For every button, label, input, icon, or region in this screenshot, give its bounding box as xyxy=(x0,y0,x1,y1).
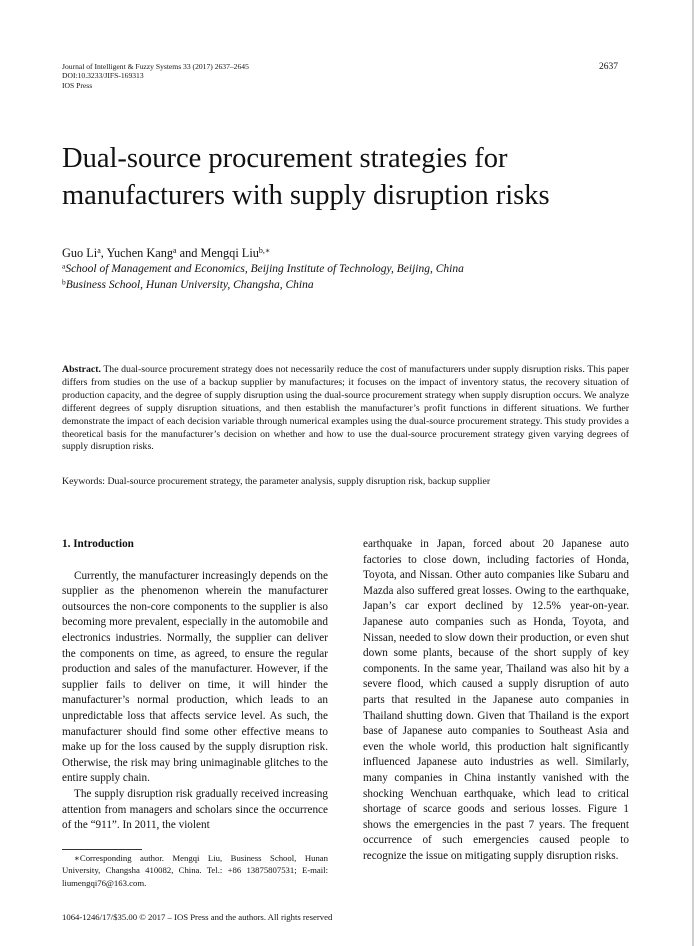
author-affil-mark: a xyxy=(173,246,177,256)
journal-header xyxy=(62,62,249,90)
author-name: Yuchen Kang xyxy=(106,246,174,260)
author-affil-mark: b,∗ xyxy=(258,246,271,256)
affiliation xyxy=(62,279,314,291)
page-number: 2637 xyxy=(599,62,618,72)
section-heading: 1. Introduction xyxy=(62,538,134,550)
keywords: Keywords: Dual-source procurement strategy, the parameter analysis, supply disruption risk, backup supplier xyxy=(62,476,491,487)
abstract xyxy=(62,364,629,454)
abstract-label: Abstract. xyxy=(62,364,101,375)
author-name: Mengqi Liu xyxy=(200,246,259,260)
left-column xyxy=(62,537,328,834)
author-separator: and xyxy=(176,246,201,260)
right-column xyxy=(363,537,629,864)
affiliation-text: School of Management and Economics, Beijing Institute of Technology, Beijing, China xyxy=(65,263,464,275)
affiliation-mark: a xyxy=(62,261,66,271)
affiliation-text: Business School, Hunan University, Changsha, China xyxy=(65,279,314,291)
affiliation-mark: b xyxy=(62,277,66,287)
doi: DOI:10.3233/JIFS-169313 xyxy=(62,71,144,81)
copyright-footer: 1064-1246/17/$35.00 © 2017 – IOS Press and the authors. All rights reserved xyxy=(62,912,333,922)
publisher: IOS Press xyxy=(62,80,93,90)
abstract-text: The dual-source procurement strategy does not necessarily reduce the cost of manufacturers under supply disruption risks. This paper differs from studies on the use of a backup supplier by manufactures; it focuses on the impact of inventory status, the recovery situation of production capacity, and the degree of supply disruption using the dual-source procurement strategy when supply disruption occurs. We analyze different degrees of supply disruption situations, and then establish the manufacturer’s profit functions in different situations. We further demonstrate the impact of each decision variable through numerical examples using the dual-source procurement strategy. This study provides a theoretical basis for the manufacturer’s decision on whether and how to use the dual-source procurement strategy given varying degrees of supply disruption risks. xyxy=(62,364,629,453)
body-paragraph: The supply disruption risk gradually received increasing attention from managers and scholars since the occurrence of the “911”. In 2011, the violent xyxy=(62,787,328,832)
paper-title xyxy=(62,140,662,214)
title-line-1: Dual-source procurement strategies for xyxy=(62,143,508,174)
corresponding-author-footnote: ∗Corresponding author. Mengqi Liu, Business School, Hunan University, Changsha 410082, China. Tel.: +86 13875807531; E-mail: liumengqi76@163.com. xyxy=(62,853,328,888)
author-list xyxy=(62,246,270,261)
body-paragraph: earthquake in Japan, forced about 20 Japanese auto factories to close down, including factories of Honda, Toyota, and Nissan. Other auto companies like Subaru and Mazda also suffered great losses. Owing to the earthquake, Japan’s car export declined by 12.5% year-on-year. Japanese auto companies such as Honda, Toyota, and Nissan, needed to slow down their production, or even shut down some plants, because of the short supply of key components. In the same year, Thailand was also hit by a severe flood, which caused a supply disruption of auto parts that resulted in the Japanese auto companies in Thailand shutting down. Given that Thailand is the export base of Japanese auto companies to Southeast Asia and even the whole world, this production halt significantly influenced Japanese auto industries as well. Similarly, many companies in China instantly vanished with the shocking Wenchuan earthquake, which lead to critical shortage of scarce goods and serious losses. Figure 1 shows the emergencies in the past 7 years. The frequent occurrence of such emergencies caused people to recognize the issue on mitigating supply disruption risks. xyxy=(363,538,629,862)
author-separator: , xyxy=(100,246,107,260)
journal-citation: Journal of Intelligent & Fuzzy Systems 33 (2017) 2637–2645 xyxy=(62,62,249,71)
author-name: Guo Li xyxy=(62,246,98,260)
affiliation xyxy=(62,263,464,275)
author-affil-mark: a xyxy=(97,246,101,256)
footnote-divider xyxy=(62,849,142,850)
body-paragraph: Currently, the manufacturer increasingly depends on the supplier as the phenomenon wherein the manufacturer outsources the non-core components to the supplier is also becoming more prevalent, especially in the automobile and electronics industries. Normally, the supplier can deliver the components on time, as agreed, to ensure the regular production and sales of the manufacturer. However, if the supplier fails to deliver on time, it will hinder the manufacturer’s normal production, which leads to an unpredictable loss that affects service level. As such, the manufacturer should find some other effective means to make up for the loss caused by the supply disruption risk. Otherwise, the risk may bring unimaginable glitches to the entire supply chain. xyxy=(62,569,328,785)
title-line-2: manufacturers with supply disruption risks xyxy=(62,180,550,211)
